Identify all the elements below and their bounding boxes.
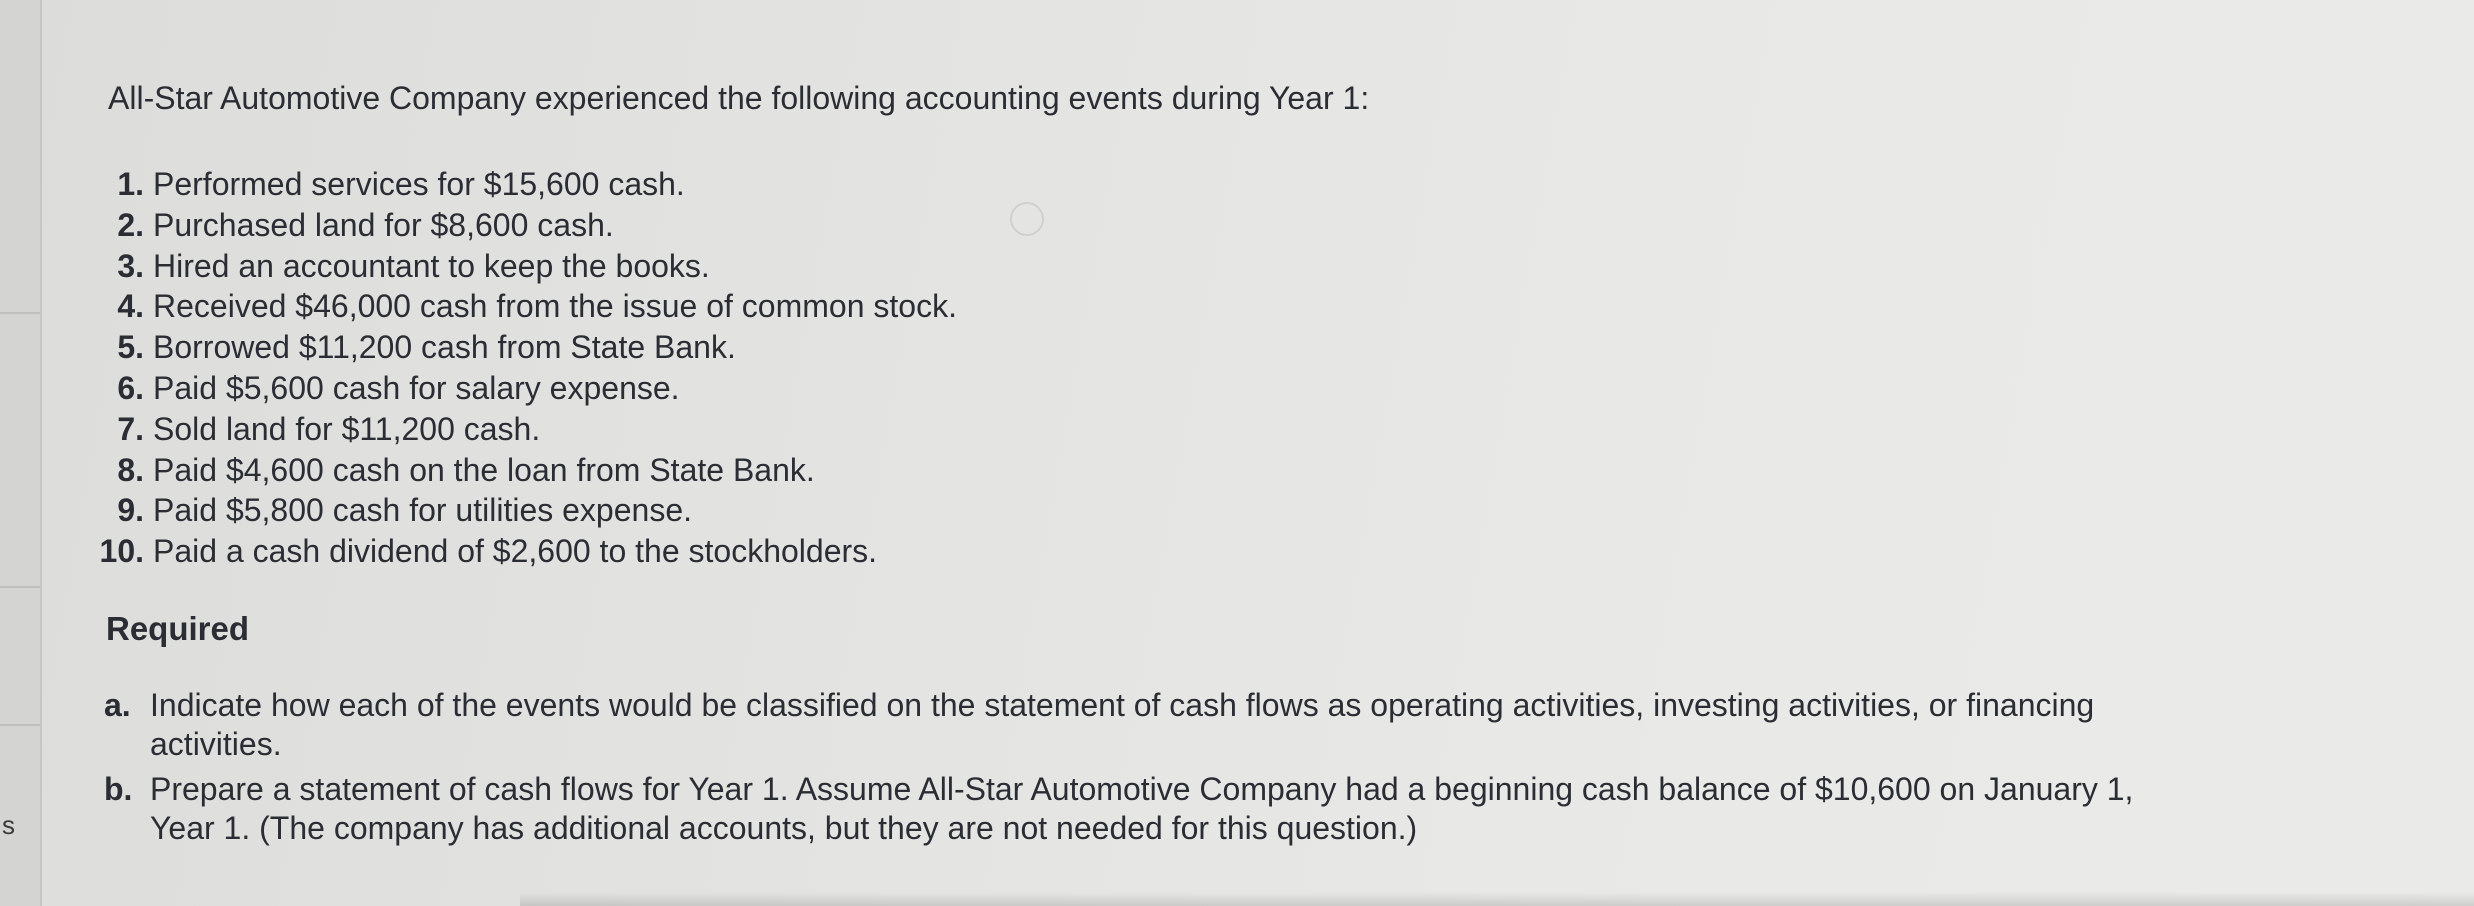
event-text: Paid a cash dividend of $2,600 to the stockholders. — [153, 533, 878, 570]
event-number: 2. — [117, 206, 144, 243]
event-number: 9. — [117, 492, 144, 529]
event-text: Performed services for $15,600 cash. — [153, 166, 685, 202]
event-number: 3. — [117, 247, 144, 284]
event-number: 10. — [99, 533, 144, 570]
event-text: Purchased land for $8,600 cash. — [153, 206, 614, 243]
required-heading: Required — [106, 610, 250, 647]
requirement-text: Prepare a statement of cash flows for Year 1. Assume All-Star Automotive Company had a beginning cash balance of $10,600 on January 1, Year 1. (The company has additional accounts, but they are not needed for this question.) — [150, 771, 2134, 846]
event-number: 6. — [117, 369, 144, 406]
page-edge-shadow — [520, 892, 2474, 906]
event-text: Paid $5,800 cash for utilities expense. — [153, 492, 692, 529]
event-number: 8. — [117, 451, 144, 488]
event-number: 7. — [117, 410, 144, 447]
event-text: Received $46,000 cash from the issue of common stock. — [153, 288, 957, 325]
event-number: 1. — [117, 166, 144, 202]
event-text: Sold land for $11,200 cash. — [153, 410, 541, 447]
event-text: Paid $4,600 cash on the loan from State Bank. — [153, 451, 815, 488]
requirement-letter: b. — [104, 771, 133, 807]
requirements-list — [0, 686, 2200, 854]
event-number: 4. — [117, 288, 144, 325]
problem-intro: All-Star Automotive Company experienced the following accounting events during Year 1: — [108, 80, 1370, 116]
sidebar-divider — [0, 312, 40, 314]
sidebar-divider — [0, 586, 40, 588]
event-text: Borrowed $11,200 cash from State Bank. — [153, 329, 736, 366]
event-text: Paid $5,600 cash for salary expense. — [153, 369, 680, 406]
requirement-item — [0, 770, 2200, 848]
event-text: Hired an accountant to keep the books. — [153, 247, 710, 284]
sidebar-letter: s — [2, 810, 15, 840]
requirement-letter: a. — [104, 687, 131, 723]
event-number: 5. — [117, 329, 144, 366]
circle-mark-icon — [1010, 202, 1044, 236]
requirement-item — [0, 686, 2200, 764]
requirement-text: Indicate how each of the events would be classified on the statement of cash flows as operating activities, investing activities, or financing activities. — [150, 687, 2095, 762]
